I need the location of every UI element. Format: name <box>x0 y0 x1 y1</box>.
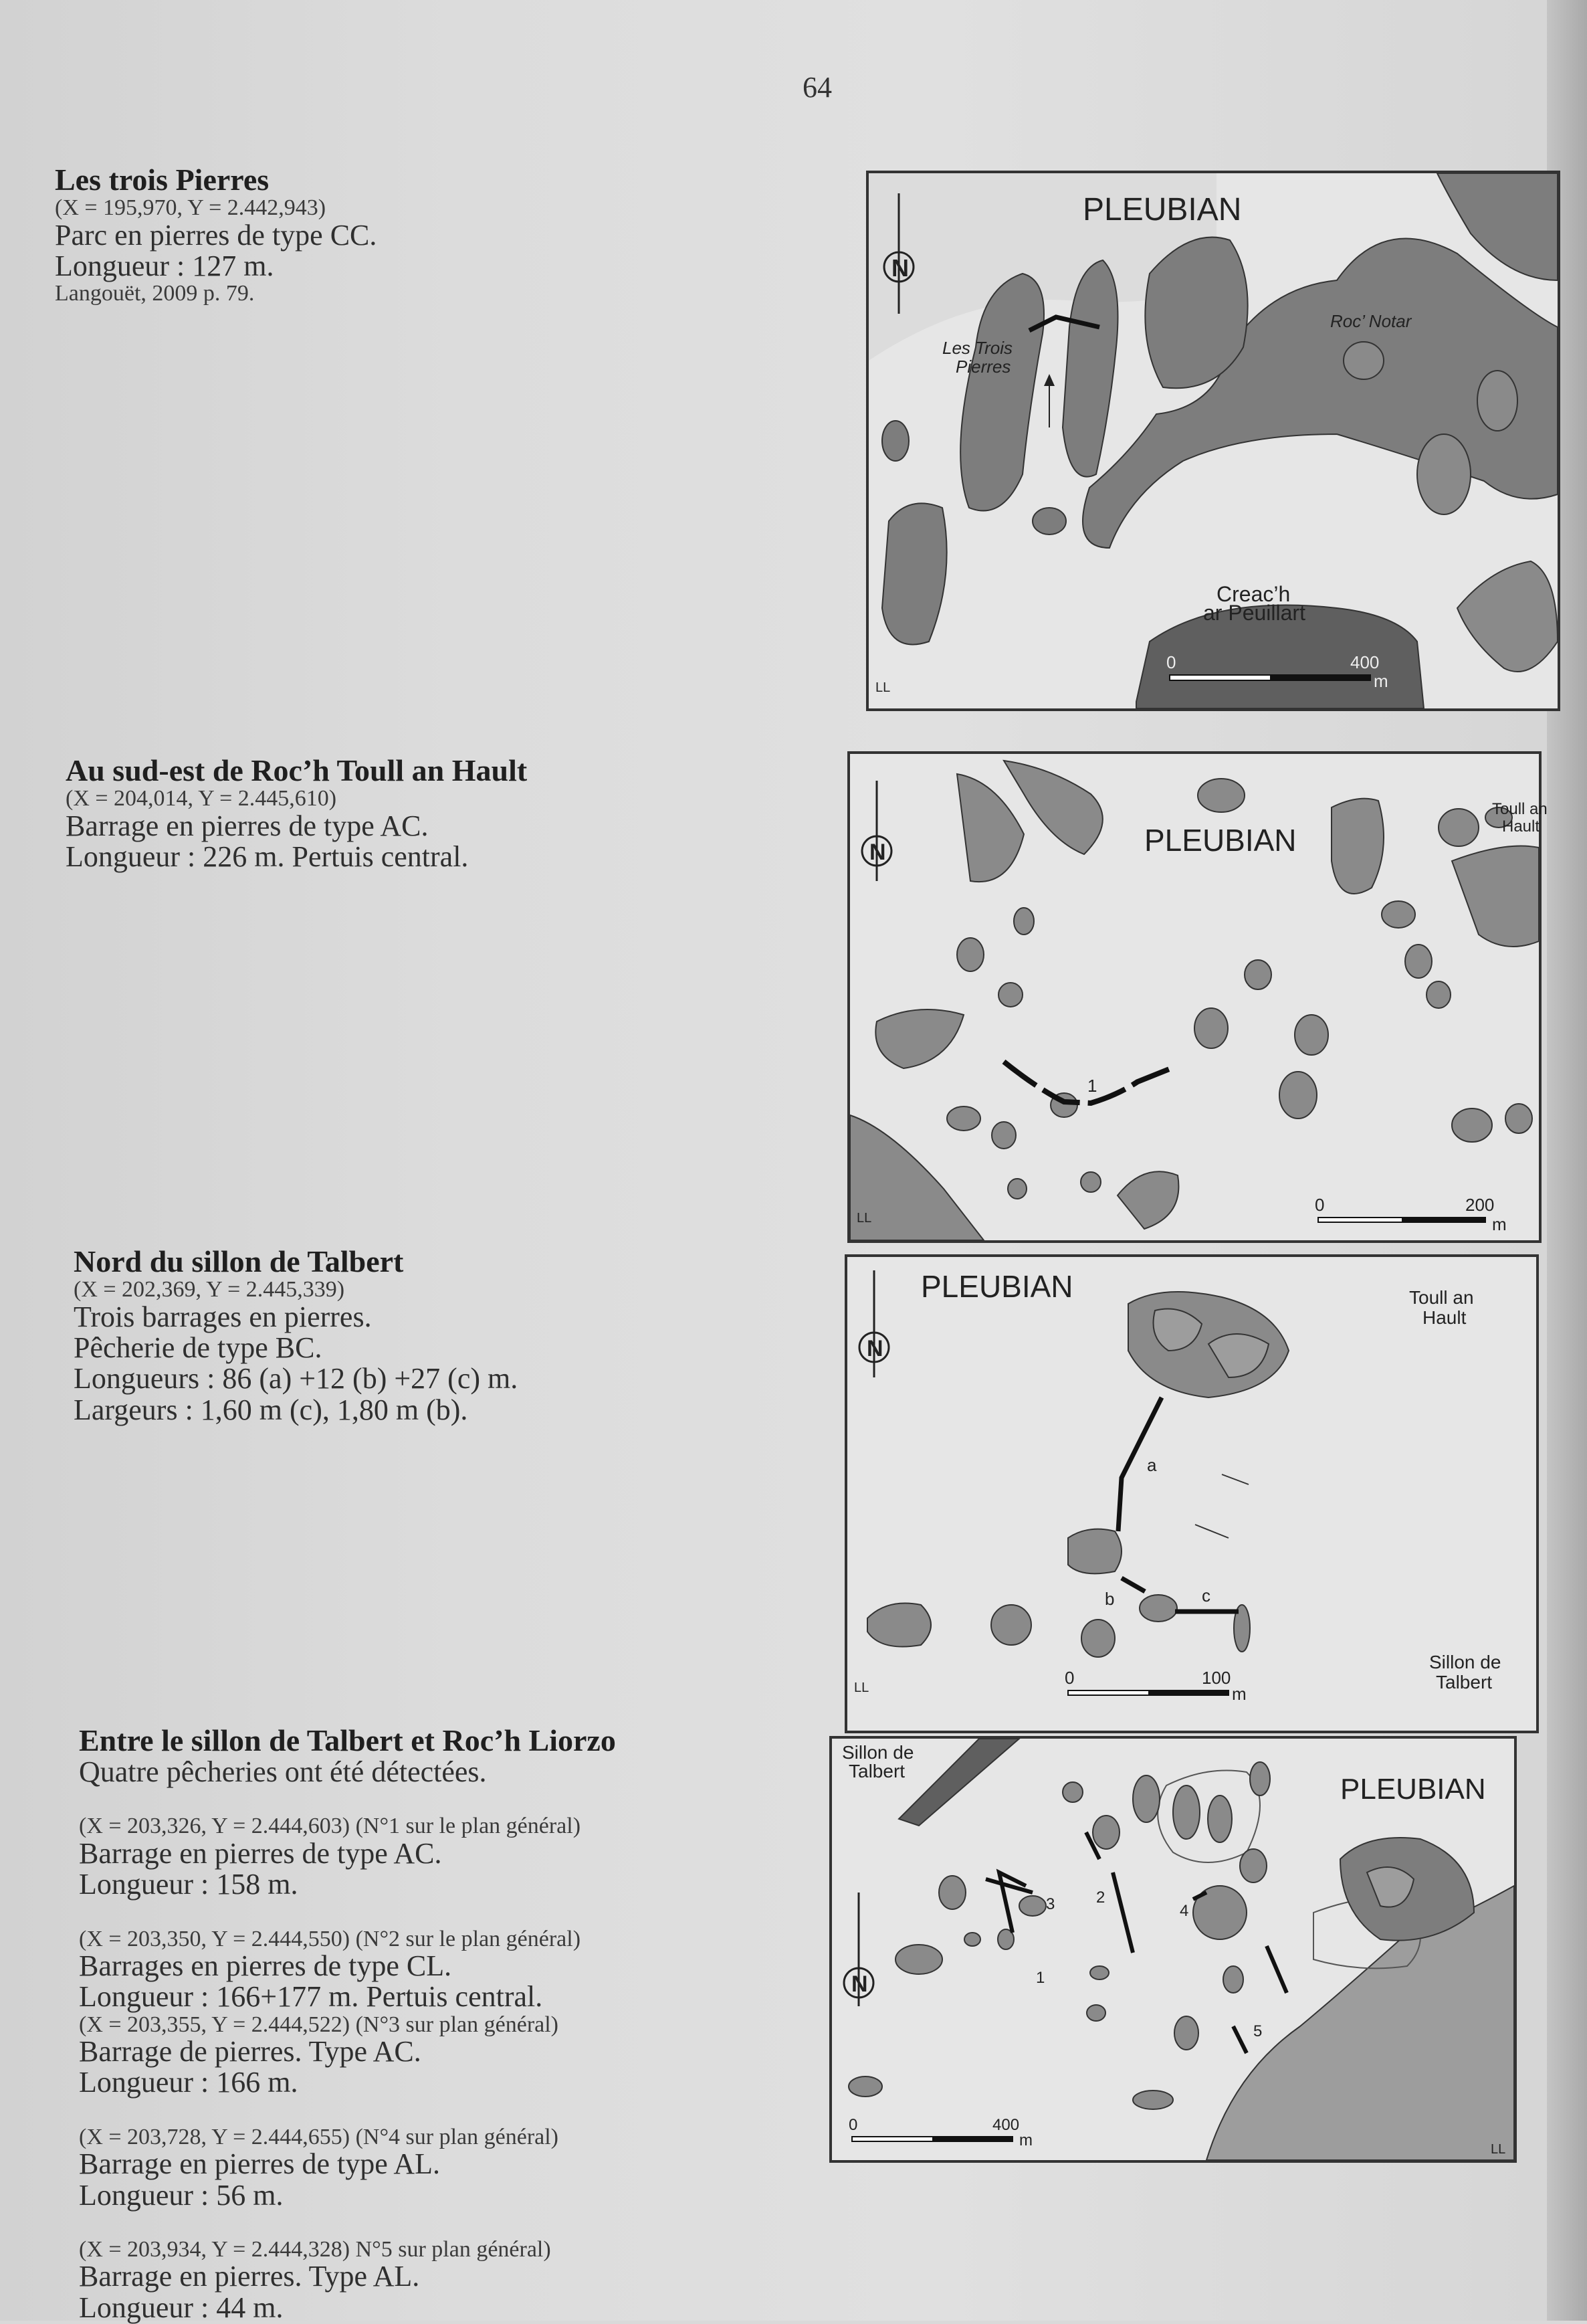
north-arrow-label: N <box>869 840 886 865</box>
scale-unit: m <box>1374 671 1388 691</box>
map-credit: LL <box>857 1211 872 1226</box>
scale-start: 0 <box>1166 652 1176 672</box>
place-label: Roc’ Notar <box>1330 311 1412 331</box>
entry-coords: (X = 204,014, Y = 2.445,610) <box>66 786 337 811</box>
entry-title: Entre le sillon de Talbert et Roc’h Liorzo <box>79 1723 616 1757</box>
place-label: Creac’h <box>1216 582 1291 606</box>
entry-line: Trois barrages en pierres. <box>74 1300 372 1333</box>
entry-sillon-talbert-roch-liorzo <box>79 1725 848 2323</box>
page-number: 64 <box>803 71 832 104</box>
place-label: Sillon de <box>1429 1652 1501 1672</box>
place-label: Hault <box>1422 1307 1467 1328</box>
fishery-number: 1 <box>1087 1076 1097 1096</box>
map-commune: PLEUBIAN <box>1083 192 1242 227</box>
scale-start: 0 <box>849 2116 858 2134</box>
item-line: Barrage de pierres. Type AC. <box>79 2035 421 2068</box>
item-coords: (X = 203,350, Y = 2.444,550) (N°2 sur le plan général) <box>79 1926 581 1951</box>
north-arrow-label: N <box>867 1336 883 1361</box>
entry-title: Au sud-est de Roc’h Toull an Hault <box>66 753 528 787</box>
north-arrow-label: N <box>891 254 909 282</box>
place-label: Toull an <box>1409 1287 1474 1308</box>
item-line: Barrages en pierres de type CL. <box>79 1949 452 1983</box>
entry-intro: Quatre pêcheries ont été détectées. <box>79 1755 487 1789</box>
item-line: Barrage en pierres de type AC. <box>79 1837 442 1870</box>
map-drawing <box>850 754 1548 1240</box>
entry-roch-toull-an-hault <box>66 755 835 872</box>
item-coords: (X = 203,728, Y = 2.444,655) (N°4 sur plan général) <box>79 2124 559 2149</box>
fishery-letter: a <box>1147 1455 1157 1475</box>
map-commune: PLEUBIAN <box>921 1269 1073 1304</box>
item-line: Barrage en pierres de type AL. <box>79 2147 440 2181</box>
fishery-letter: c <box>1202 1585 1210 1606</box>
north-arrow-label: N <box>851 1971 868 1997</box>
entry-line: Barrage en pierres de type AC. <box>66 809 429 842</box>
map-les-trois-pierres <box>866 171 1560 711</box>
entry-line: Longueur : 226 m. Pertuis central. <box>66 840 469 874</box>
entry-les-trois-pierres <box>55 164 824 306</box>
map-nord-sillon-talbert <box>845 1254 1539 1733</box>
place-label: Talbert <box>1436 1672 1493 1692</box>
item-line: Barrage en pierres. Type AL. <box>79 2260 420 2293</box>
fishery-letter: b <box>1105 1589 1115 1609</box>
entry-line: Parc en pierres de type CC. <box>55 218 377 252</box>
entry-coords: (X = 202,369, Y = 2.445,339) <box>74 1277 345 1302</box>
scale-end: 100 <box>1202 1668 1231 1688</box>
scale-start: 0 <box>1065 1668 1075 1688</box>
map-credit: LL <box>1491 2142 1506 2157</box>
entry-reference: Langouët, 2009 p. 79. <box>55 281 255 306</box>
fishery-number: 3 <box>1046 1895 1055 1913</box>
entry-nord-sillon-talbert <box>74 1246 843 1426</box>
place-label: Talbert <box>849 1761 906 1781</box>
scale-end: 200 <box>1465 1195 1495 1215</box>
entry-line: Largeurs : 1,60 m (c), 1,80 m (b). <box>74 1393 468 1426</box>
entry-line: Pêcherie de type BC. <box>74 1331 322 1365</box>
map-drawing <box>832 1739 1514 2160</box>
entry-line: Longueurs : 86 (a) +12 (b) +27 (c) m. <box>74 1362 518 1395</box>
fishery-number: 2 <box>1096 1889 1105 1907</box>
map-credit: LL <box>854 1680 869 1695</box>
item-coords: (X = 203,326, Y = 2.444,603) (N°1 sur le plan général) <box>79 1814 581 1839</box>
place-label: Toull an <box>1492 800 1548 818</box>
map-drawing <box>847 1257 1536 1731</box>
fishery-number: 4 <box>1180 1902 1189 1920</box>
entry-coords: (X = 195,970, Y = 2.442,943) <box>55 195 326 221</box>
place-label: Hault <box>1502 817 1540 836</box>
item-line: Longueur : 166 m. <box>79 2066 298 2099</box>
fishery-number: 1 <box>1036 1969 1045 1987</box>
item-line: Longueur : 44 m. <box>79 2291 284 2324</box>
item-coords: (X = 203,934, Y = 2.444,328) N°5 sur plan général) <box>79 2236 551 2262</box>
map-commune: PLEUBIAN <box>1144 823 1297 858</box>
scale-end: 400 <box>1350 652 1380 672</box>
scale-start: 0 <box>1315 1195 1325 1215</box>
scale-end: 400 <box>992 2116 1020 2134</box>
entry-title: Nord du sillon de Talbert <box>74 1244 404 1278</box>
item-line: Longueur : 166+177 m. Pertuis central. <box>79 1980 543 2014</box>
place-label: Pierres <box>956 357 1011 377</box>
map-credit: LL <box>875 680 891 695</box>
item-line: Longueur : 158 m. <box>79 1868 298 1901</box>
item-line: Longueur : 56 m. <box>79 2178 284 2212</box>
place-label: Les Trois <box>942 338 1013 358</box>
scale-unit: m <box>1492 1214 1507 1234</box>
fishery-number: 5 <box>1253 2022 1263 2040</box>
map-drawing <box>869 173 1558 708</box>
scale-unit: m <box>1019 2131 1033 2149</box>
entry-line: Longueur : 127 m. <box>55 250 274 283</box>
scale-unit: m <box>1232 1684 1247 1704</box>
place-label: Sillon de <box>842 1742 914 1763</box>
map-commune: PLEUBIAN <box>1340 1773 1486 1806</box>
entry-title: Les trois Pierres <box>55 163 270 197</box>
item-coords: (X = 203,355, Y = 2.444,522) (N°3 sur plan général) <box>79 2012 559 2037</box>
map-entre-sillon-roch-liorzo <box>829 1736 1517 2163</box>
map-roch-toull-an-hault <box>847 751 1548 1243</box>
place-label: ar Peuillart <box>1203 601 1305 625</box>
